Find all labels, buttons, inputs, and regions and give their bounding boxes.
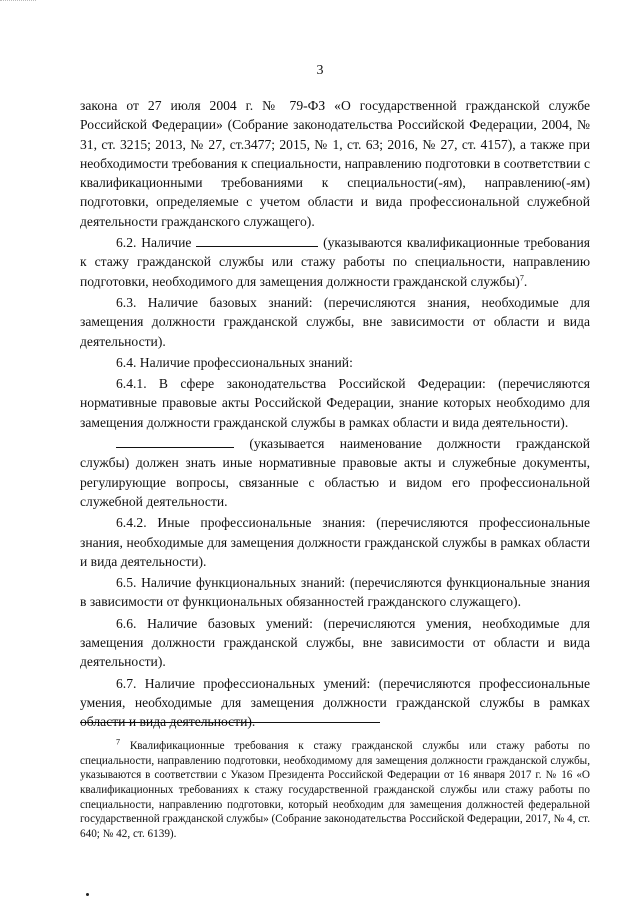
footnote-text: Квалификационные требования к стажу гражданской службы или стажу работы по специальности, направлению подготовки, необходимому для замещения должности гражданской службы, указываются в соответствии с Указом Президента Российской Федерации от 16 января 2017 г. № 16 «О квалификационных требованиях к стажу государственной гражданской службы или стажу работы по специальности, направлению подготовки, который необходим для замещения должностей федеральной государственной гражданской службы» (Собрание законодательства Российской Федерации, 2017, № 4, ст. 640; № 42, ст. 6139). — [80, 740, 590, 840]
paragraph-6-3: 6.3. Наличие базовых знаний: (перечисляются знания, необходимые для замещения должности гражданской службы, вне зависимости от области и вида деятельности). — [80, 294, 590, 349]
document-body — [80, 96, 590, 732]
paragraph-position-note-body: (указывается наименование должности гражданской службы) должен знать иные нормативные правовые акты и служебные документы, регулирующие вопросы, связанные с областью и видом его профессиональной служебной деятельности. — [80, 436, 590, 509]
paragraph-6-2: 6.2. Наличие (указываются квалификационные требования к стажу гражданской службы или стажу работы по специальности, направлению подготовки, необходимого для замещения должности гражданской службы)$^7$. — [80, 235, 591, 289]
footnote-ref: 7 — [519, 273, 524, 283]
blank-line — [196, 234, 318, 247]
paragraph-6-4: 6.4. Наличие профессиональных знаний: — [116, 354, 353, 370]
paragraph-6-7: 6.7. Наличие профессиональных умений: (перечисляются профессиональные умения, необходимые для замещения должности гражданской службы в рамках области и вида деятельности). — [80, 675, 590, 730]
paragraph-6-5: 6.5. Наличие функциональных знаний: (перечисляются функциональные знания в зависимости от функциональных обязанностей гражданского служащего). — [80, 575, 590, 610]
paragraph-6-4-2: 6.4.2. Иные профессиональные знания: (перечисляются профессиональные знания, необходимые для замещения должности гражданской службы в рамках области и вида деятельности). — [80, 515, 590, 569]
paragraph-position-note — [80, 434, 590, 511]
paragraph-6-4-1: 6.4.1. В сфере законодательства Российской Федерации: (перечисляются нормативные правовые акты Российской Федерации, знание которых необходимо для замещения должности гражданской службы в рамках области и вида деятельности). — [80, 376, 590, 430]
paragraph-6-2-lead: 6.2. Наличие — [116, 235, 192, 251]
paragraph-6-6: 6.6. Наличие базовых умений: (перечисляются умения, необходимые для замещения должности гражданской службы, вне зависимости от области и вида деятельности). — [80, 615, 590, 670]
blank-line — [116, 435, 234, 448]
scan-corner-mark — [0, 0, 36, 3]
footnote-separator — [80, 722, 380, 723]
paragraph-intro: закона от 27 июля 2004 г. № 79-ФЗ «О государственной гражданской службе Российской Федерации» (Собрание законодательства Российской Федерации, 2004, № 31, ст. 3215; 2013, № 27, ст.3477; 2015, № 1, ст. 63; 2016, № 27, ст. 4157), а также при необходимости требования к специальности, направлению подготовки в соответствии с квалификационными требованиями к специальности(-ям), направлению(-ям) подготовки, определяемые с учетом области и вида профессиональной служебной деятельности гражданского служащего). — [80, 98, 590, 229]
page-number: 3 — [316, 63, 324, 78]
scan-dot — [86, 893, 89, 896]
paragraph-6-2-body: (указываются квалификационные требования к стажу гражданской службы или стажу работы по специальности, направлению подготовки, необходимого для замещения должности гражданской службы) — [80, 235, 591, 289]
footnote — [80, 739, 590, 841]
footnote-marker: 7 — [116, 737, 120, 747]
